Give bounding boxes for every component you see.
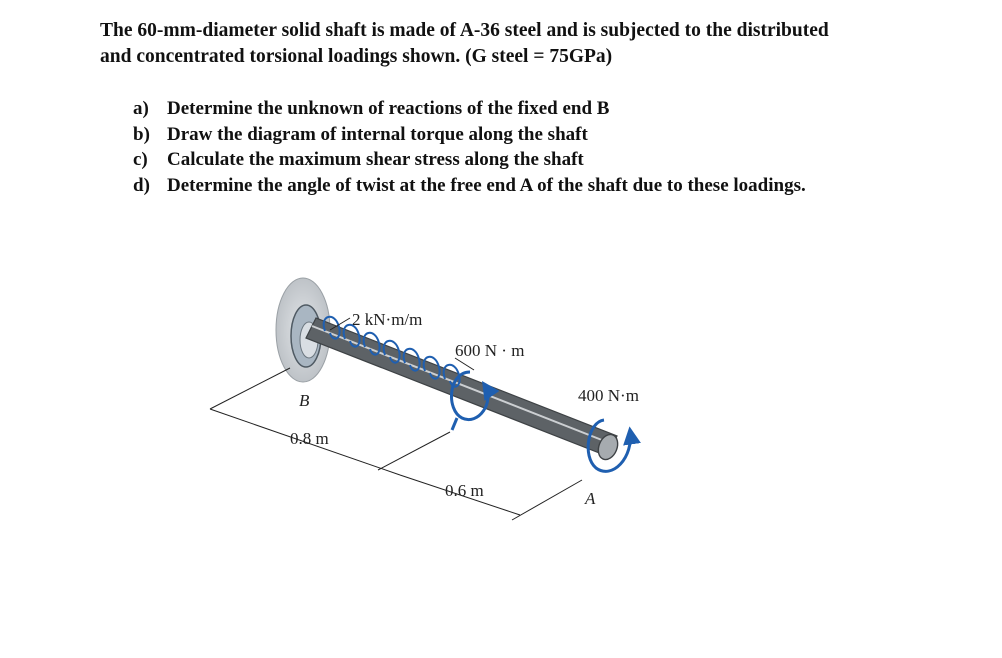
dimension-label-0-8m: 0.8 m (290, 429, 329, 448)
problem-intro-line-2: and concentrated torsional loadings shown. (G steel = 75GPa) (100, 46, 613, 67)
support-label-b: B (299, 391, 310, 410)
torque-arrow-600-tail (452, 418, 457, 430)
part-text: Determine the angle of twist at the free end A of the shaft due to these loadings. (167, 174, 806, 196)
shaft-body (306, 318, 617, 456)
torque-600-label: 600 N · m (455, 341, 525, 360)
free-end-label-a: A (585, 489, 596, 508)
part-tag: d) (133, 174, 150, 196)
distributed-load-label: 2 kN·m/m (352, 310, 423, 329)
part-text: Draw the diagram of internal torque along the shaft (167, 123, 588, 145)
part-tag: c) (133, 149, 148, 170)
problem-intro-line-1: The 60-mm-diameter solid shaft is made of A-36 steel and is subjected to the distributed (100, 20, 829, 41)
torque-400-label: 400 N·m (578, 386, 639, 405)
part-tag: b) (133, 123, 150, 145)
part-text: Calculate the maximum shear stress along the shaft (167, 149, 584, 170)
dimension-label-0-6m: 0.6 m (445, 481, 484, 500)
part-tag: a) (133, 98, 149, 119)
part-text: Determine the unknown of reactions of the fixed end B (167, 98, 610, 119)
